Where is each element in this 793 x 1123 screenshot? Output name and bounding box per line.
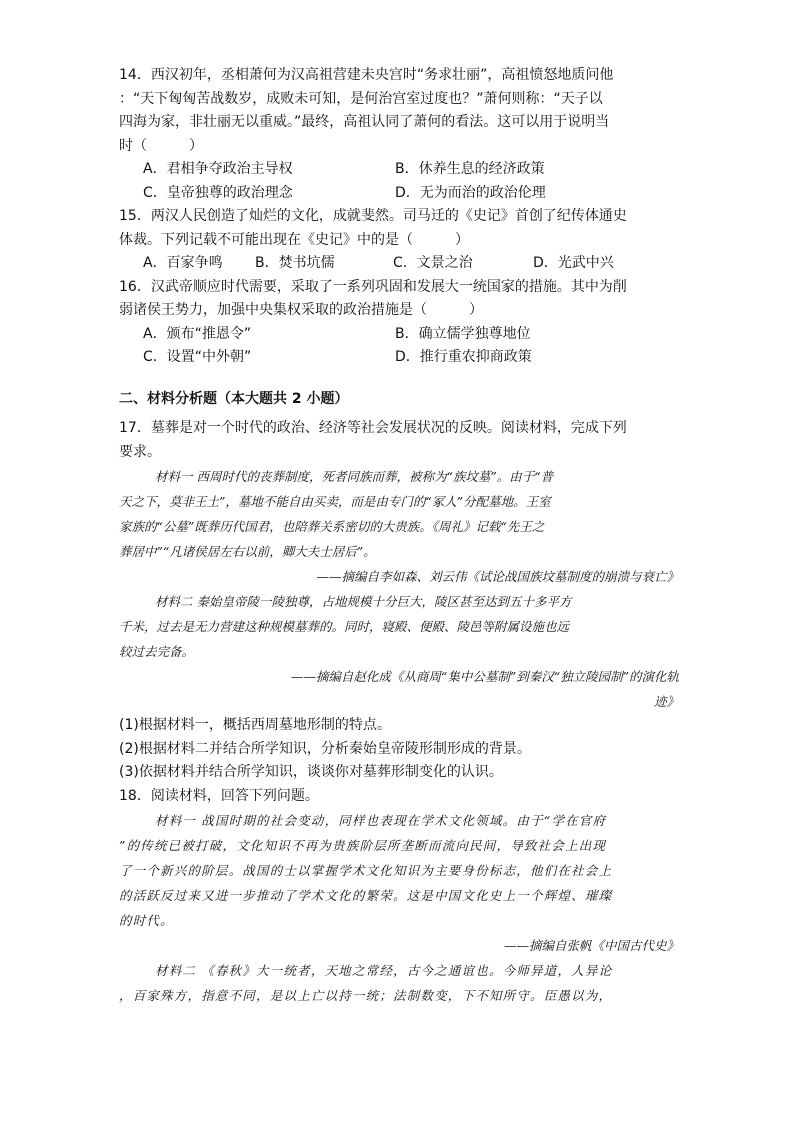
question-17-stem-line-1: 17．墓葬是对一个时代的政治、经济等社会发展状况的反映。阅读材料，完成下列 [119, 420, 627, 436]
question-14-line-2: ：“天下匈匈苦战数岁，成败未可知，是何治宫室过度也？”萧何则称：“天子以 [119, 90, 603, 107]
question-18-material-2 [119, 958, 679, 1008]
option-d: D．推行重农抑商政策 [395, 349, 532, 365]
material-line: 家族的“公墓”既葬历代国君，也陪葬关系密切的大贵族。《周礼》记载“先王之 [119, 519, 545, 534]
question-14-line-1: 14．西汉初年，丞相萧何为汉高祖营建未央宫时“务求壮丽”，高祖愤怒地质问他 [119, 67, 614, 83]
question-16 [119, 276, 679, 370]
material-line: ，百家殊方，指意不同，是以上亡以持一统；法制数变，下不知所守。臣愚以为， [119, 988, 613, 1003]
sub-question-3: (3)依据材料并结合所学知识，谈谈你对墓葬形制变化的认识。 [119, 764, 503, 780]
material-line: 材料二 《春秋》大一统者，天地之常经，古今之通谊也。今师异道，人异论 [155, 963, 613, 978]
material-source: ——摘编自张帆《中国古代史》 [503, 938, 679, 953]
material-line: ”的传统已被打破，文化知识不再为贵族阶层所垄断而流向民间，导致社会上出现 [119, 838, 607, 853]
material-line: 的活跃反过来又进一步推动了学术文化的繁荣。这是中国文化史上一个辉煌、璀璨 [119, 888, 613, 903]
option-d: D．光武中兴 [533, 255, 614, 271]
question-16-line-1: 16．汉武帝顺应时代需要，采取了一系列巩固和发展大一统国家的措施。其中为削 [119, 278, 627, 295]
question-17-stem-line-2: 要求。 [119, 443, 161, 460]
question-14 [119, 64, 679, 205]
question-16-options-row-1 [119, 323, 679, 347]
sub-question-2: (2)根据材料二并结合所学知识，分析秦始皇帝陵形制形成的背景。 [119, 740, 531, 757]
material-line: 的时代。 [119, 913, 174, 928]
question-15-line-2: 体裁。下列记载不可能出现在《史记》中的是（ ） [119, 231, 469, 248]
question-15-options-row [119, 252, 679, 276]
page-content [119, 64, 679, 1008]
option-b: B．焚书坑儒 [255, 255, 335, 271]
question-18 [119, 785, 679, 1009]
material-line: 材料二 秦始皇帝陵一陵独尊，占地规模十分巨大，陵区甚至达到五十多平方 [155, 594, 572, 609]
question-17-material-2 [119, 589, 679, 714]
option-c: C．皇帝独尊的政治理念 [143, 184, 293, 201]
question-15 [119, 205, 679, 276]
material-line: 了一个新兴的阶层。战国的士以掌握学术文化知识为主要身份标志，他们在社会上 [119, 863, 613, 878]
section-title: 二、材料分析题（本大题共 2 小题） [119, 390, 349, 407]
question-14-options-row-1 [119, 158, 679, 182]
material-line: 葬居中”“凡诸侯居左右以前，卿大夫士居后”。 [119, 544, 376, 559]
question-18-stem: 18．阅读材料，回答下列问题。 [119, 787, 319, 804]
question-16-options-row-2 [119, 346, 679, 370]
option-d: D．无为而治的政治伦理 [395, 184, 546, 201]
material-line: 材料一 西周时代的丧葬制度，死者同族而葬，被称为“族坟墓”。由于“普 [155, 469, 554, 484]
option-a: A．百家争鸣 [143, 255, 223, 271]
option-b: B．确立儒学独尊地位 [395, 325, 531, 342]
material-line: 材料一 战国时期的社会变动，同样也表现在学术文化领域。由于“学在官府 [155, 813, 607, 828]
material-line: 天之下，莫非王土”，墓地不能自由买卖，而是由专门的“冢人”分配墓地。王室 [119, 494, 551, 509]
question-16-line-2: 弱诸侯王势力，加强中央集权采取的政治措施是（ ） [119, 302, 483, 318]
material-line: 千米，过去是无力营建这种规模墓葬的。同时，寝殿、便殿、陵邑等附属设施也远 [119, 619, 570, 634]
material-line: 较过去完备。 [119, 644, 195, 659]
sub-question-1: (1)根据材料一，概括西周墓地形制的特点。 [119, 717, 391, 733]
question-17-material-1 [119, 464, 679, 589]
question-17 [119, 417, 679, 785]
material-source: ——摘编自李如森、刘云伟《试论战国族坟墓制度的崩溃与衰亡》 [316, 569, 679, 584]
material-source: ——摘编自赵化成《从商周“集中公墓制”到秦汉“独立陵园制”的演化轨 [290, 669, 679, 684]
option-a: A．颁布“推恩令” [143, 325, 252, 342]
option-b: B．休养生息的经济政策 [395, 161, 545, 177]
material-source-continued: 迹》 [653, 694, 679, 709]
option-c: C．设置“中外朝” [143, 349, 252, 365]
question-18-material-1 [119, 808, 679, 958]
question-14-line-3: 四海为家，非壮丽无以重威。”最终，高祖认同了萧何的看法。这可以用于说明当 [119, 114, 610, 130]
option-c: C．文景之治 [393, 255, 473, 271]
question-14-options-row-2 [119, 182, 679, 206]
option-a: A．君相争夺政治主导权 [143, 161, 293, 177]
question-15-line-1: 15．两汉人民创造了灿烂的文化，成就斐然。司马迁的《史记》首创了纪传体通史 [119, 208, 627, 224]
question-14-line-4: 时（ ） [119, 137, 203, 154]
